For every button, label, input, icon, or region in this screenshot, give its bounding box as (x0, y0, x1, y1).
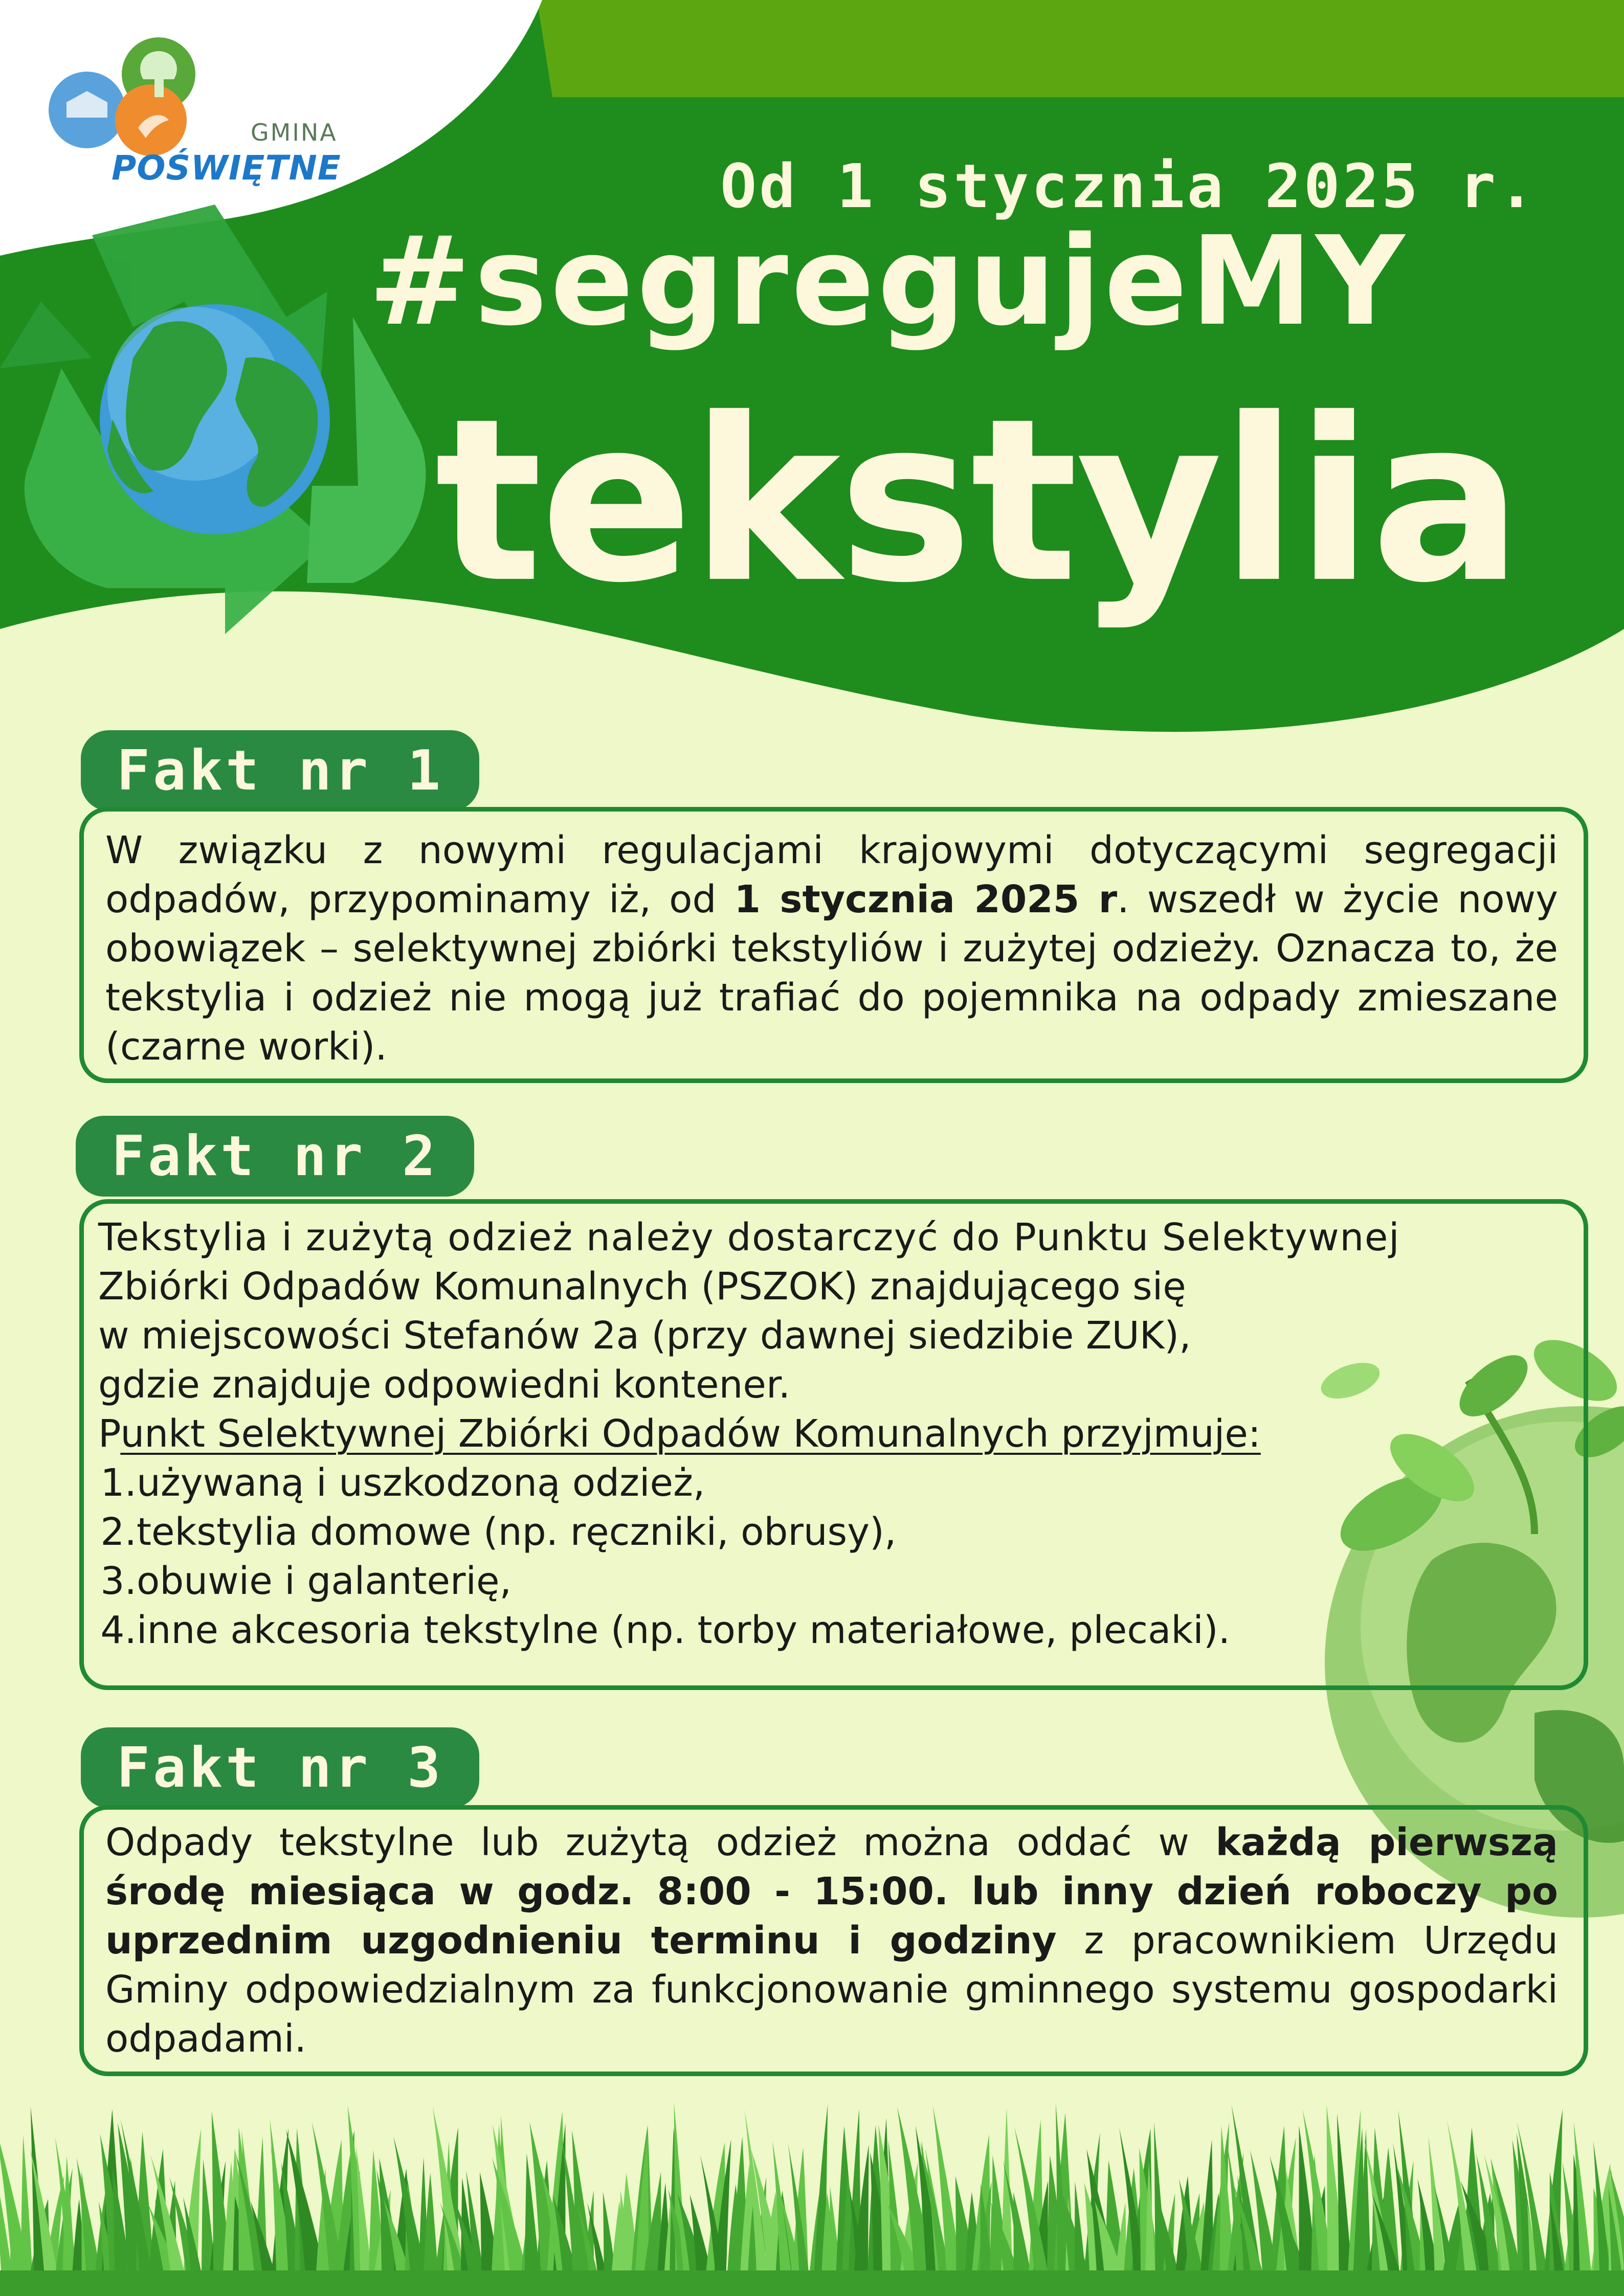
list-item-number: 2. (100, 1510, 137, 1554)
date-line: Od 1 stycznia 2025 r. (720, 151, 1537, 221)
fact-2-accepts-heading-rest: unkt Selektywnej Zbiórki Odpadów Komunalnych przyjmuje: (120, 1412, 1261, 1456)
fact-3-box (79, 1805, 1588, 2076)
grass-base (0, 2270, 1624, 2296)
fact-2-line-3: w miejscowości Stefanów 2a (przy dawnej siedzibie ZUK), (98, 1314, 1191, 1358)
fact-2-line-1: Tekstylia i zużytą odzież należy dostarczyć do Punktu Selektywnej (98, 1215, 1400, 1259)
fact-2-accepted-list (98, 1458, 1563, 1655)
gmina-logo (36, 31, 353, 199)
main-title: tekstylia (435, 370, 1521, 632)
fact-1-box (79, 807, 1588, 1083)
logo-gmina-label: GMINA (251, 119, 338, 146)
list-item-number: 4. (100, 1608, 137, 1652)
list-item (98, 1458, 1563, 1507)
fact-3-schedule: każdą pierwszą środę miesiąca w godz. 8:00 - 15:00. lub inny dzień roboczy po uprzednim uzgodnieniu terminu i godziny (105, 1820, 1558, 1963)
fact-2-accepts-heading (98, 1409, 1563, 1458)
list-item-text: obuwie i galanterię, (137, 1559, 512, 1603)
globe-icon (100, 304, 330, 534)
hashtag-title: #segregujeMY (368, 210, 1408, 353)
fact-2-label: Fakt nr 2 (76, 1116, 474, 1197)
list-item (98, 1507, 1563, 1557)
list-item-text: używaną i uszkodzoną odzież, (137, 1461, 705, 1505)
list-item-number: 1. (100, 1461, 137, 1505)
fact-2-box (79, 1199, 1588, 1690)
fact-3-text-start: Odpady tekstylne lub zużytą odzież można oddać w (105, 1820, 1216, 1864)
fact-2-line-2: Zbiórki Odpadów Komunalnych (PSZOK) znajdującego się (98, 1265, 1186, 1309)
list-item-text: inne akcesoria tekstylne (np. torby materiałowe, plecaki). (137, 1608, 1231, 1652)
fact-2-line-4: gdzie znajduje odpowiedni kontener. (98, 1363, 791, 1407)
fact-1-label: Fakt nr 1 (81, 730, 479, 811)
grass-decoration (0, 2103, 1624, 2296)
list-item-number: 3. (100, 1559, 137, 1603)
fact-1-text-start: W związku z nowymi regulacjami krajowymi dotyczącymi segregacji odpadów, przypominamy iż, od (105, 828, 1558, 921)
fact-2-accepts-first-letter: P (98, 1412, 121, 1456)
list-item (98, 1557, 1563, 1606)
fact-1-date: 1 stycznia 2025 r (734, 877, 1118, 921)
fact-3-label: Fakt nr 3 (81, 1727, 479, 1808)
logo-gmina-name: POŚWIĘTNE (112, 148, 341, 188)
list-item-text: tekstylia domowe (np. ręczniki, obrusy), (137, 1510, 897, 1554)
fact-3-text-end: z pracownikiem Urzędu Gminy odpowiedzialnym za funkcjonowanie gminnego systemu gospodarki odpadami. (105, 1919, 1558, 2061)
fact-1-text-end: . wszedł w życie nowy obowiązek – selektywnej zbiórki tekstyliów i zużytej odzieży. Oznacza to, że tekstylia i odzież nie mogą już trafiać do pojemnika na odpady zmieszane (czarne worki). (105, 877, 1558, 1069)
list-item (98, 1606, 1563, 1655)
